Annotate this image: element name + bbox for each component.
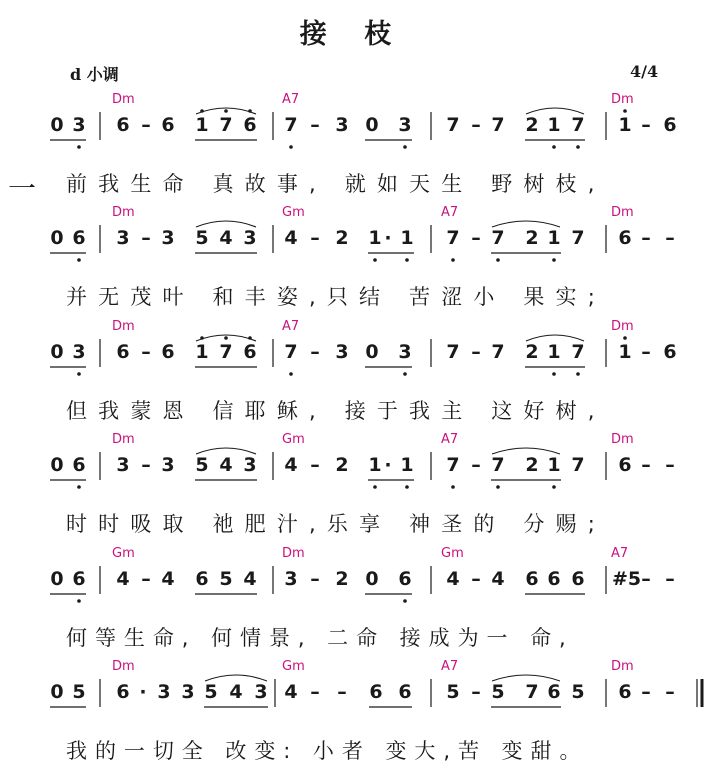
note: 7	[491, 114, 505, 136]
dash-mark: –	[471, 114, 481, 136]
note: 6	[618, 681, 632, 703]
note: 5	[446, 681, 460, 703]
slur-arc	[196, 221, 256, 227]
note: 7	[491, 341, 505, 363]
chord-symbol: A7	[441, 432, 459, 447]
note: 1	[400, 227, 414, 249]
note: 6	[398, 568, 412, 590]
dash-mark: –	[641, 114, 651, 136]
note: 1	[618, 341, 632, 363]
key-signature: d 小调	[70, 65, 119, 84]
note: 2	[525, 341, 539, 363]
note: 7	[284, 114, 298, 136]
note: 4	[243, 568, 257, 590]
note: 3	[161, 454, 175, 476]
note: 2	[335, 454, 349, 476]
note: 0	[50, 681, 64, 703]
dash-mark: –	[665, 568, 675, 590]
note: 6	[547, 568, 561, 590]
note: 7	[571, 114, 585, 136]
slur-arc	[492, 448, 560, 454]
note: 4	[229, 681, 243, 703]
dash-mark: –	[471, 568, 481, 590]
note: 4	[446, 568, 460, 590]
slur-arc	[205, 675, 267, 681]
octave-dot	[77, 485, 81, 489]
octave-dot	[373, 485, 377, 489]
dash-mark: –	[471, 454, 481, 476]
note: 2	[525, 454, 539, 476]
dash-mark: –	[641, 454, 651, 476]
dash-mark: –	[641, 568, 651, 590]
chord-symbol: Gm	[282, 205, 305, 220]
note: 4	[284, 227, 298, 249]
dash-mark: –	[310, 114, 320, 136]
octave-dot	[405, 258, 409, 262]
slur-arc	[492, 221, 560, 227]
note: 4	[116, 568, 130, 590]
note: 7	[571, 454, 585, 476]
chord-symbol: Dm	[282, 546, 305, 561]
chord-symbol: Dm	[611, 205, 634, 220]
chord-symbol: A7	[441, 205, 459, 220]
note: 0	[50, 227, 64, 249]
note: 3	[72, 341, 86, 363]
note: ·	[384, 227, 392, 249]
dash-mark: –	[665, 454, 675, 476]
note: 7	[219, 114, 233, 136]
octave-dot	[552, 485, 556, 489]
note: 3	[116, 227, 130, 249]
note: 0	[365, 341, 379, 363]
note: 6	[571, 568, 585, 590]
note: 5	[72, 681, 86, 703]
lyric-line: 前我生命 真故事, 就如天生 野树枝,	[66, 172, 606, 196]
note: 7	[446, 341, 460, 363]
lyric-line: 并无茂叶 和丰姿,只结 苦涩小 果实;	[66, 285, 606, 309]
note: 5	[491, 681, 505, 703]
lyric-line: 时时吸取 祂肥汁,乐享 神圣的 分赐;	[66, 512, 606, 536]
note: 0	[50, 114, 64, 136]
dash-mark: –	[141, 114, 151, 136]
note: 7	[491, 227, 505, 249]
note: 3	[72, 114, 86, 136]
note: 6	[618, 227, 632, 249]
octave-dot	[552, 145, 556, 149]
note: 3	[243, 454, 257, 476]
note: 2	[335, 227, 349, 249]
note: 2	[525, 227, 539, 249]
note: 3	[181, 681, 195, 703]
dash-mark: –	[471, 227, 481, 249]
octave-dot	[77, 258, 81, 262]
note: 2	[335, 568, 349, 590]
octave-dot	[224, 109, 228, 113]
note: 7	[491, 454, 505, 476]
lyric-line: 我的一切全 改变: 小者 变大,苦 变甜。	[66, 739, 589, 763]
note: 6	[369, 681, 383, 703]
note: 6	[116, 681, 130, 703]
note: 3	[254, 681, 268, 703]
note: 7	[571, 227, 585, 249]
octave-dot	[451, 485, 455, 489]
chord-symbol: Dm	[112, 319, 135, 334]
note: 6	[161, 114, 175, 136]
chord-symbol: Dm	[112, 92, 135, 107]
chord-symbol: A7	[611, 546, 629, 561]
octave-dot	[248, 336, 252, 340]
chord-symbol: Dm	[112, 432, 135, 447]
octave-dot	[496, 485, 500, 489]
note: 3	[398, 341, 412, 363]
note: 6	[547, 681, 561, 703]
note: 6	[525, 568, 539, 590]
dash-mark: –	[665, 227, 675, 249]
note: 4	[219, 227, 233, 249]
dash-mark: –	[310, 568, 320, 590]
chord-symbol: A7	[282, 319, 300, 334]
octave-dot	[552, 372, 556, 376]
note: 4	[219, 454, 233, 476]
time-signature: 4/4	[630, 62, 659, 81]
note: 3	[335, 114, 349, 136]
dash-mark: –	[471, 341, 481, 363]
note: 2	[525, 114, 539, 136]
note: 0	[50, 568, 64, 590]
note: 3	[335, 341, 349, 363]
dash-mark: –	[310, 681, 320, 703]
octave-dot	[77, 599, 81, 603]
chord-symbol: Gm	[282, 432, 305, 447]
octave-dot	[576, 372, 580, 376]
slur-arc	[526, 108, 584, 114]
note: 3	[284, 568, 298, 590]
note: 6	[618, 454, 632, 476]
octave-dot	[224, 336, 228, 340]
note: ·	[139, 681, 147, 703]
note: 5	[195, 227, 209, 249]
chord-symbol: A7	[441, 659, 459, 674]
note: 1	[368, 454, 382, 476]
chord-symbol: Dm	[112, 205, 135, 220]
note: 6	[72, 227, 86, 249]
octave-dot	[403, 145, 407, 149]
octave-dot	[200, 109, 204, 113]
note: 3	[116, 454, 130, 476]
octave-dot	[403, 372, 407, 376]
note: 6	[243, 341, 257, 363]
dash-mark: –	[141, 568, 151, 590]
note: 3	[398, 114, 412, 136]
chord-symbol: A7	[282, 92, 300, 107]
octave-dot	[77, 372, 81, 376]
octave-dot	[405, 485, 409, 489]
note: 5	[204, 681, 218, 703]
note: 7	[219, 341, 233, 363]
chord-symbol: Gm	[282, 659, 305, 674]
chord-symbol: Dm	[611, 432, 634, 447]
octave-dot	[289, 145, 293, 149]
lyric-line: 何等生命, 何情景, 二命 接成为一 命,	[66, 626, 574, 650]
slur-arc	[492, 675, 560, 681]
chord-symbol: Gm	[441, 546, 464, 561]
song-title: 接 枝	[299, 19, 406, 50]
note: 6	[663, 341, 677, 363]
note: 6	[161, 341, 175, 363]
chord-symbol: Dm	[112, 659, 135, 674]
note: 6	[72, 454, 86, 476]
chord-symbol: Dm	[611, 92, 634, 107]
note: 3	[161, 227, 175, 249]
note: 1	[547, 227, 561, 249]
note: 3	[157, 681, 171, 703]
note: 7	[446, 114, 460, 136]
note: 4	[161, 568, 175, 590]
dash-mark: –	[641, 341, 651, 363]
note: 1	[400, 454, 414, 476]
note: 5	[571, 681, 585, 703]
note: 0	[50, 341, 64, 363]
chord-symbol: Dm	[611, 659, 634, 674]
octave-dot	[496, 258, 500, 262]
note: 1	[547, 454, 561, 476]
octave-dot	[77, 145, 81, 149]
note: 4	[491, 568, 505, 590]
note: 6	[195, 568, 209, 590]
octave-dot	[623, 109, 627, 113]
dash-mark: –	[641, 681, 651, 703]
note: 7	[284, 341, 298, 363]
octave-dot	[248, 109, 252, 113]
note: 1	[547, 114, 561, 136]
slur-arc	[526, 335, 584, 341]
note: 1	[547, 341, 561, 363]
octave-dot	[403, 599, 407, 603]
note: 7	[446, 227, 460, 249]
lyric-line: 但我蒙恩 信耶稣, 接于我主 这好树,	[66, 399, 606, 423]
note: 6	[243, 114, 257, 136]
note: 5	[195, 454, 209, 476]
note: 4	[284, 454, 298, 476]
note: 4	[284, 681, 298, 703]
octave-dot	[200, 336, 204, 340]
dash-mark: –	[141, 227, 151, 249]
note: 0	[50, 454, 64, 476]
dash-mark: –	[310, 227, 320, 249]
note: 0	[365, 114, 379, 136]
note: 5	[219, 568, 233, 590]
octave-dot	[289, 372, 293, 376]
note: 7	[525, 681, 539, 703]
note: 6	[398, 681, 412, 703]
note: 1	[618, 114, 632, 136]
dash-mark: –	[310, 341, 320, 363]
note: ·	[384, 454, 392, 476]
octave-dot	[576, 145, 580, 149]
chord-symbol: Dm	[611, 319, 634, 334]
octave-dot	[373, 258, 377, 262]
dash-mark: –	[641, 227, 651, 249]
dash-mark: –	[337, 681, 347, 703]
dash-mark: –	[141, 454, 151, 476]
slur-arc	[196, 448, 256, 454]
octave-dot	[552, 258, 556, 262]
note: 1	[195, 114, 209, 136]
verse-number: 一	[8, 172, 37, 205]
note: 3	[243, 227, 257, 249]
note: 7	[446, 454, 460, 476]
dash-mark: –	[471, 681, 481, 703]
octave-dot	[451, 258, 455, 262]
chord-symbol: Gm	[112, 546, 135, 561]
dash-mark: –	[310, 454, 320, 476]
note: 6	[72, 568, 86, 590]
note: #5	[612, 568, 642, 590]
note: 1	[195, 341, 209, 363]
note: 6	[116, 114, 130, 136]
dash-mark: –	[141, 341, 151, 363]
note: 7	[571, 341, 585, 363]
note: 1	[368, 227, 382, 249]
note: 0	[365, 568, 379, 590]
note: 6	[116, 341, 130, 363]
dash-mark: –	[665, 681, 675, 703]
note: 6	[663, 114, 677, 136]
octave-dot	[623, 336, 627, 340]
